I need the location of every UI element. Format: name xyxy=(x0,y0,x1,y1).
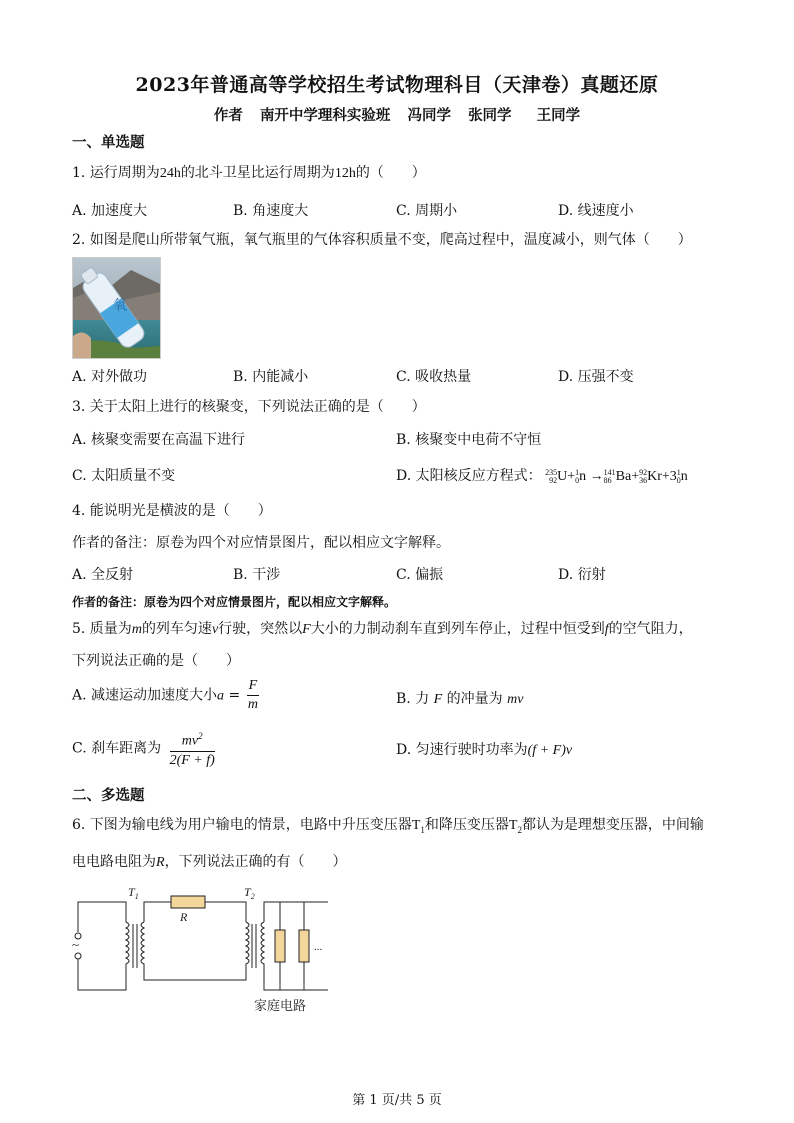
author-3: 王同学 xyxy=(536,107,581,124)
q5-option-c[interactable]: C. 刹车距离为 $\frac{mv^2}{2(F + f)}$ xyxy=(72,727,217,770)
q3-option-a[interactable]: A. 核聚变需要在高温下进行 xyxy=(72,432,246,448)
nuclear-equation: 235 92U+1 0n →141 86 Ba+92 36Kr+31 0n xyxy=(545,467,688,485)
page-number: 第 1 页/共 5 页 xyxy=(352,1093,442,1108)
label-resistor-r: R xyxy=(180,910,188,924)
author-label: 作者 xyxy=(213,107,243,124)
more-loads-ellipsis: ... xyxy=(314,941,323,953)
oxygen-bottle-photo xyxy=(72,257,161,359)
page-title: 2023年普通高等学校招生考试物理科目（天津卷）真题还原 xyxy=(135,74,659,96)
q2-option-a[interactable]: A. 对外做功 xyxy=(72,369,148,385)
question-6-stem: 6. 下图为输电线为用户输电的情景，电路中升压变压器$T_1$和降压变压器$T_2$都认为是理想变压器，中间输 xyxy=(72,817,704,835)
q4-option-c[interactable]: C. 偏振 xyxy=(396,567,444,583)
q4-author-note: 作者的备注：原卷为四个对应情景图片，配以相应文字解释。 xyxy=(72,535,450,551)
q2-option-c[interactable]: C. 吸收热量 xyxy=(396,369,472,385)
fraction-braking-distance: $\frac{mv^2}{2(F + f)}$ xyxy=(170,727,215,770)
question-3-stem: 3. 关于太阳上进行的核聚变，下列说法正确的是（ ） xyxy=(72,399,426,415)
question-4-stem: 4. 能说明光是横波的是（ ） xyxy=(72,503,272,519)
q1-option-b[interactable]: B. 角速度大 xyxy=(233,203,309,219)
question-5-stem: 5. 质量为m的列车匀速v行驶，突然以F大小的力制动刹车直到列车停止，过程中恒受到f的空气阻力， xyxy=(72,621,693,637)
label-t1: $T_1$ xyxy=(128,885,139,901)
label-t2: $T_2$ xyxy=(244,885,255,901)
q5-option-b[interactable]: B. 力 F 的冲量为 mv xyxy=(396,691,524,707)
author-line xyxy=(0,104,794,125)
section-single-choice: 一、单选题 xyxy=(72,134,145,151)
q3-option-b[interactable]: B. 核聚变中电荷不守恒 xyxy=(396,432,542,448)
household-circuit-caption: 家庭电路 xyxy=(254,999,307,1014)
q4-option-b[interactable]: B. 干涉 xyxy=(233,567,281,583)
q3-option-d-label: D. 太阳核反应方程式： xyxy=(396,468,542,484)
q4-option-d[interactable]: D. 衍射 xyxy=(558,567,606,583)
question-2-stem: 2. 如图是爬山所带氧气瓶，氧气瓶里的气体容积质量不变，爬高过程中，温度减小，则气体（ ） xyxy=(72,232,692,248)
transmission-circuit-diagram xyxy=(68,884,338,1016)
q2-option-b[interactable]: B. 内能减小 xyxy=(233,369,309,385)
oxygen-bottle-image xyxy=(73,258,160,358)
author-2: 张同学 xyxy=(468,107,512,124)
q1-option-a[interactable]: A. 加速度大 xyxy=(72,203,148,219)
q3-option-c[interactable]: C. 太阳质量不变 xyxy=(72,468,176,484)
author-school: 南开中学理科实验班 xyxy=(259,107,391,124)
ac-source-symbol: ~ xyxy=(72,937,80,952)
q5-option-a[interactable]: A. 减速运动加速度大小a = $\frac{F}{m}$ xyxy=(72,678,258,712)
q3-option-d[interactable] xyxy=(396,465,688,485)
question-5-stem-2: 下列说法正确的是（ ） xyxy=(72,653,240,669)
q5-option-d[interactable]: D. 匀速行驶时功率为(f + F)v xyxy=(396,742,573,758)
section-multiple-choice: 二、多选题 xyxy=(72,787,145,804)
q1-option-c[interactable]: C. 周期小 xyxy=(396,203,458,219)
fraction-F-over-m: $\frac{F}{m}$ xyxy=(247,678,258,712)
question-6-stem-2: 电电路电阻为R，下列说法正确的有（ ） xyxy=(72,854,347,870)
q4-author-note-bold: 作者的备注：原卷为四个对应情景图片，配以相应文字解释。 xyxy=(72,595,397,609)
q1-option-d[interactable]: D. 线速度小 xyxy=(558,203,634,219)
q4-option-a[interactable]: A. 全反射 xyxy=(72,567,134,583)
bottle-label: 氧 xyxy=(113,298,127,314)
q2-option-d[interactable]: D. 压强不变 xyxy=(558,369,634,385)
author-1: 冯同学 xyxy=(407,107,451,124)
question-1-stem: 1. 运行周期为24h的北斗卫星比运行周期为12h的（ ） xyxy=(72,165,426,181)
